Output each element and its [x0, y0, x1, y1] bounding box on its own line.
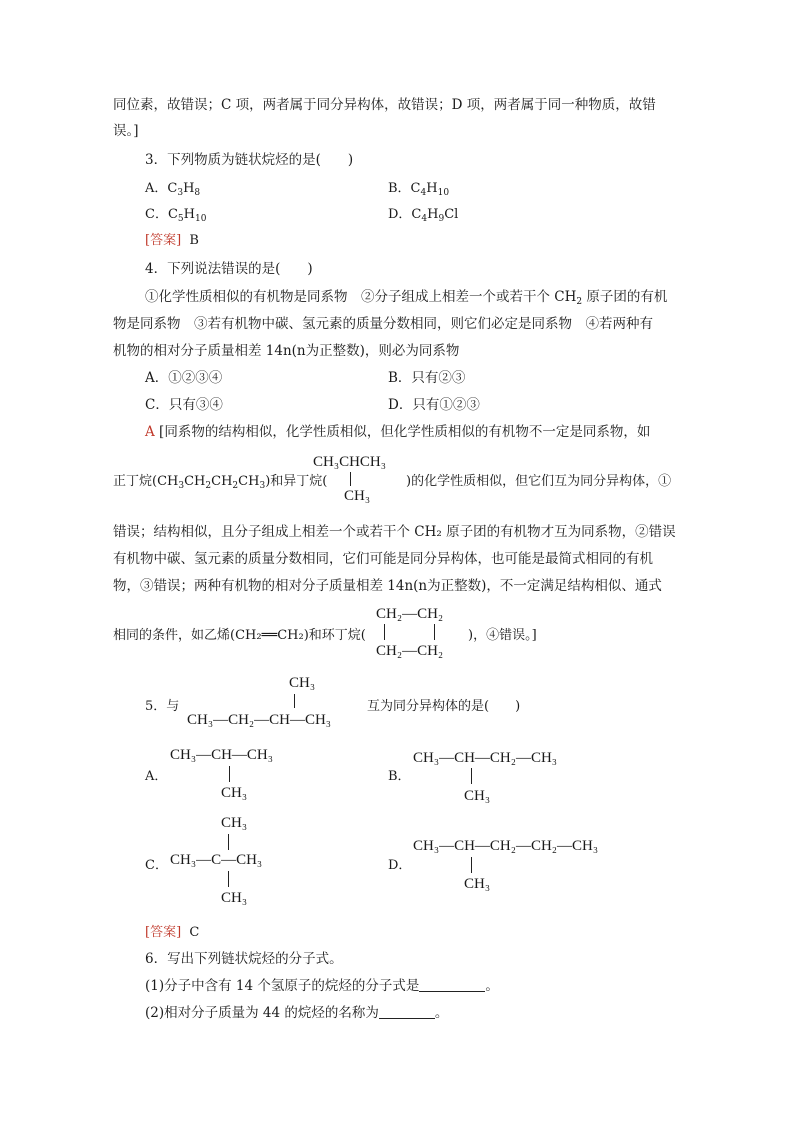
q4-explanation-line-5: 物，③错误；两种有机物的相对分子质量相差 14n(n为正整数)，不一定满足结构相似、通式 — [113, 578, 662, 594]
q4-option-a: A．①②③④ — [145, 370, 223, 386]
q5-option-b-bond — [471, 768, 472, 784]
q5-option-b-branch: CH₃ — [464, 788, 491, 804]
q5-option-c-bottom: CH₃ — [221, 890, 248, 906]
q5-option-d-label: D． — [388, 858, 412, 873]
q5-option-b-label: B． — [388, 769, 411, 784]
q5-option-a-bond — [229, 766, 230, 782]
q4-explanation-line-1: A [同系物的结构相似，化学性质相似，但化学性质相似的有机物不一定是同系物，如 — [145, 424, 651, 440]
q6-part-1: (1)分子中含有 14 个氢原子的烷烃的分子式是 。 — [145, 978, 499, 994]
q6-part-2: (2)相对分子质量为 44 的烷烃的名称为 。 — [145, 1005, 449, 1021]
intro-line-1: 同位素，故错误；C 项，两者属于同分异构体，故错误；D 项，两者属于同一种物质，故错 — [113, 97, 656, 113]
q5-main-bond — [294, 694, 295, 708]
q5-stem-end: 互为同分异构体的是( ) — [367, 699, 521, 714]
q4-option-c: C．只有③④ — [145, 397, 223, 413]
q5-option-d-bond — [471, 857, 472, 873]
q3-answer: [答案] B — [145, 233, 199, 248]
q3-option-a: A．$C_3H_8$ — [145, 181, 201, 198]
answer-blank-1[interactable] — [419, 977, 485, 992]
q5-option-c-label: C． — [145, 858, 168, 873]
q4-statement-line-3: 机物的相对分子质量相差 14n(n为正整数)，则必为同系物 — [113, 343, 460, 359]
cyclobutane-left-bond — [384, 624, 385, 640]
q4-explanation-line-4: 有机物中碳、氢元素的质量分数相同，它们可能是同分异构体，也可能是最简式相同的有机 — [113, 551, 653, 567]
cyclobutane-top: CH₂—CH₂ — [376, 606, 444, 622]
intro-line-2: 误。] — [113, 123, 139, 139]
q4-explanation-line-6b: )，④错误。] — [468, 628, 537, 643]
q5-option-d-branch: CH₃ — [464, 876, 491, 892]
cyclobutane-bottom: CH₂—CH₂ — [376, 643, 444, 659]
isobutane-bond — [350, 472, 351, 486]
q4-statement-line-2: 物是同系物 ③若有机物中碳、氢元素的质量分数相同，则它们必定是同系物 ④若两种有 — [113, 316, 653, 332]
q3-option-c: C．$C_5H_{10}$ — [145, 207, 207, 224]
q5-main-chain: CH₃—CH₂—CH—CH₃ — [187, 712, 332, 728]
isobutane-main-chain: CH₃CHCH₃ — [313, 454, 386, 470]
q4-option-d: D．只有①②③ — [388, 397, 480, 413]
q4-answer-letter: A — [145, 424, 155, 440]
q4-explanation-line-3: 错误；结构相似，且分子组成上相差一个或若干个 CH₂ 原子团的有机物才互为同系物，②错误 — [113, 524, 676, 540]
q5-option-c-top-bond — [228, 834, 229, 850]
cyclobutane-right-bond — [434, 624, 435, 640]
answer-tag: [答案] — [145, 925, 182, 940]
q5-answer: [答案] C — [145, 925, 200, 940]
q4-statement-line-1: ①化学性质相似的有机物是同系物 ②分子组成上相差一个或若干个 $CH_2$ 原子团的有机 — [145, 289, 668, 307]
answer-blank-2[interactable] — [379, 1004, 435, 1019]
q3-option-d: D．$C_4H_9Cl$ — [388, 207, 459, 224]
q5-option-a-label: A． — [145, 769, 168, 784]
q5-stem-start: 5．与 — [145, 699, 180, 714]
q4-explanation-line-6a: 相同的条件，如乙烯(CH₂══CH₂)和环丁烷( — [113, 628, 366, 643]
q4-explanation-line-2a: 正丁烷$(CH_3CH_2CH_2CH_3)$和异丁烷( — [113, 474, 328, 491]
isobutane-branch: CH₃ — [344, 488, 371, 504]
q5-option-c-bottom-bond — [228, 871, 229, 887]
answer-tag: [答案] — [145, 233, 182, 248]
q5-option-c-chain: CH₃—C—CH₃ — [170, 852, 263, 868]
q5-option-c-top: CH₃ — [221, 815, 248, 831]
q3-option-b: B．$C_4H_{10}$ — [388, 181, 450, 198]
q5-option-a-chain: CH₃—CH—CH₃ — [170, 747, 273, 763]
q4-explanation-line-2b: )的化学性质相似，但它们互为同分异构体，① — [406, 474, 672, 489]
q3-stem: 3．下列物质为链状烷烃的是( ) — [145, 152, 354, 168]
q4-stem: 4．下列说法错误的是( ) — [145, 261, 313, 277]
q5-main-branch: CH₃ — [289, 675, 316, 691]
q6-stem: 6．写出下列链状烷烃的分子式。 — [145, 951, 343, 967]
q5-option-d-chain: CH₃—CH—CH₂—CH₂—CH₃ — [413, 838, 599, 854]
q4-option-b: B．只有②③ — [388, 370, 466, 386]
q5-option-b-chain: CH₃—CH—CH₂—CH₃ — [413, 750, 558, 766]
q5-option-a-branch: CH₃ — [221, 785, 248, 801]
